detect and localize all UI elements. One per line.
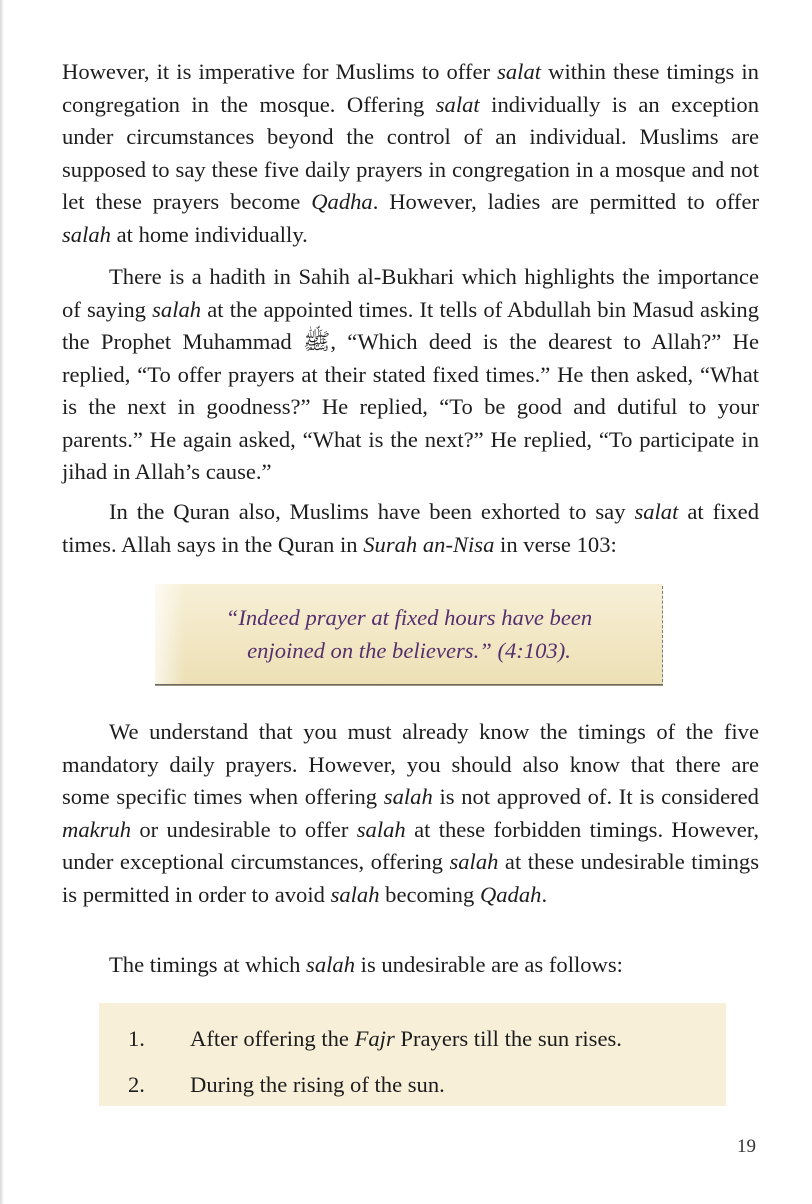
quote-line-1: “Indeed prayer at fixed hours have been [225, 605, 593, 630]
paragraph-congregation: However, it is imperative for Muslims to offer salat within these timings in congregation in the mosque. Offering salat individually is an exception under circumstances beyond the control of an individual. Muslims are supposed to say these five daily prayers in congregation in a mosque and not let these prayers become Qadha. However, ladies are permitted to offer salah at home individually. [62, 59, 760, 247]
quran-quote-box [155, 584, 663, 685]
page-number: 19 [737, 1136, 756, 1157]
list-item [99, 1067, 726, 1103]
list-item-number: 2. [128, 1072, 145, 1097]
undesirable-timings-list [99, 1003, 726, 1106]
list-item-text: After offering the Fajr Prayers till the sun rises. [190, 1026, 622, 1051]
quran-quote [155, 601, 663, 667]
quote-line-2: enjoined on the believers.” (4:103). [247, 638, 571, 663]
paragraph-quran-exhortation: In the Quran also, Muslims have been exhorted to say salat at fixed times. Allah says in the Quran in Surah an-Nisa in verse 103: [62, 499, 759, 557]
list-item-number: 1. [128, 1026, 145, 1051]
paragraph-makruh-timings: We understand that you must already know the timings of the five mandatory daily prayers. However, you should also know that there are some specific times when offering salah is not approved of. It is considered makruh or undesirable to offer salah at these forbidden timings. However, under exceptional circumstances, offering salah at these undesirable timings is permitted in order to avoid salah becoming Qadah. [62, 719, 759, 907]
page-gutter-shadow [0, 0, 4, 1204]
list-item-text: During the rising of the sun. [190, 1072, 445, 1097]
list-item [99, 1021, 726, 1057]
paragraph-hadith: There is a hadith in Sahih al-Bukhari which highlights the importance of saying salah at the appointed times. It tells of Abdullah bin Masud asking the Prophet Muhammad ﷺ, “Which deed is the dearest to Allah?” He replied, “To offer prayers at their stated fixed times.” He then asked, “What is the next in goodness?” He replied, “To be good and dutiful to your parents.” He again asked, “What is the next?” He replied, “To participate in jihad in Allah’s cause.” [62, 264, 759, 484]
paragraph-list-intro: The timings at which salah is undesirable are as follows: [109, 952, 623, 977]
